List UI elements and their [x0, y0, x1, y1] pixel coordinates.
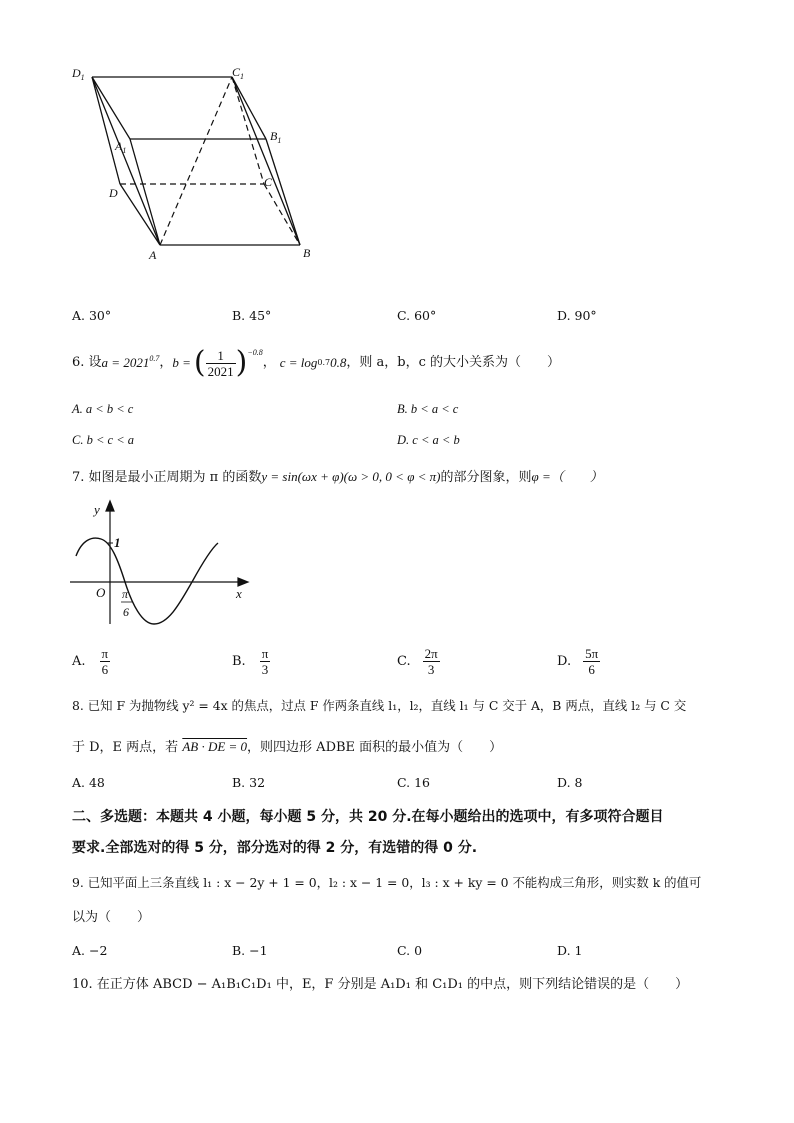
q7-option-a-fraction: $\frac{\pi}{6}$ [101, 646, 109, 677]
q5-option-d: D. 90° [557, 308, 597, 323]
hidden-edge-ac1 [160, 77, 232, 245]
edge-a1a [130, 139, 160, 245]
q6-option-a: A. a < b < c [72, 402, 134, 416]
sine-curve [76, 538, 218, 624]
q5-option-b: B. 45° [232, 308, 272, 323]
question-8-line-2 [72, 738, 502, 757]
origin-label: O [96, 585, 106, 600]
question-7 [72, 468, 603, 487]
q9-option-a: A. −2 [72, 943, 108, 958]
label-d1: $D_1$ [72, 66, 85, 82]
q8-line2-post: ，则四边形 ADBE 面积的最小值为（ ） [247, 740, 503, 755]
pi-label: π [122, 587, 129, 601]
q7-function: y = sin(ωx + φ)(ω > 0, 0 < φ < π) [261, 469, 441, 484]
q7-option-c-letter: C. [397, 653, 411, 669]
section-2-heading-line-2: 要求.全部选对的得 5 分，部分选对的得 2 分，有选错的得 0 分. [72, 840, 478, 856]
edge-a1d1 [92, 77, 130, 139]
q7-option-d-fraction: $\frac{5\pi}{6}$ [585, 646, 599, 677]
question-9-line-2: 以为（ ） [72, 910, 151, 925]
edge-d1d [92, 77, 120, 184]
x-label: x [236, 586, 242, 601]
q7-suffix: 的部分图象，则 [440, 470, 532, 485]
q9-option-b: B. −1 [232, 943, 268, 958]
q6-b-fraction: $\frac{1}{2021}$ [207, 347, 234, 379]
q7-prefix: 7. 如图是最小正周期为 π 的函数 [72, 470, 262, 485]
q7-option-b [232, 646, 270, 677]
q6-a-expr: a = 2021 [101, 355, 150, 370]
q6-prefix: 6. 设 [72, 355, 102, 370]
one-label: 1 [114, 535, 121, 550]
question-10: 10. 在正方体 ABCD − A₁B₁C₁D₁ 中，E，F 分别是 A₁D₁ 和 C₁D₁ 的中点，则下列结论错误的是（ ） [72, 977, 689, 992]
q7-option-a-letter: A. [72, 653, 86, 669]
six-label: 6 [123, 605, 129, 619]
q6-suffix: ，则 a，b，c 的大小关系为（ ） [346, 355, 560, 370]
q6-c-expr: c = log [279, 355, 318, 370]
label-b: B [303, 246, 311, 260]
q5-option-c: C. 60° [397, 308, 437, 323]
edge-d1a [92, 77, 160, 245]
q8-option-a: A. 48 [72, 775, 105, 790]
y-axis-arrow [106, 501, 114, 511]
label-a: A [149, 248, 157, 262]
hidden-edge-c1c [232, 77, 264, 184]
q6-c-arg: 0.8 [330, 355, 347, 370]
question-6 [72, 342, 560, 384]
q7-option-b-letter: B. [232, 653, 246, 669]
q8-option-b: B. 32 [232, 775, 266, 790]
q6-option-b: B. b < a < c [397, 402, 459, 416]
edge-c1b [232, 77, 300, 245]
q7-option-a [72, 646, 110, 677]
label-b1: $B_1$ [270, 129, 282, 145]
x-axis-arrow [238, 578, 248, 586]
q7-option-c-fraction: $\frac{2\pi}{3}$ [424, 646, 438, 677]
q5-option-a: A. 30° [72, 308, 112, 323]
q7-option-c [397, 646, 440, 677]
q7-tail: φ =（ ） [531, 469, 603, 484]
q6-left-paren: ( [193, 345, 206, 380]
q6-b-expr: b = [172, 355, 191, 370]
q6-b-exp: −0.8 [247, 348, 263, 357]
label-a1: $A_1$ [115, 139, 127, 155]
q8-option-c: C. 16 [397, 775, 430, 790]
prism-figure [60, 60, 330, 270]
section-2-heading-line-1: 二、多选题：本题共 4 小题，每小题 5 分，共 20 分.在每小题给出的选项中，有多项符合题目 [72, 809, 664, 825]
q6-right-paren: ) [235, 345, 248, 380]
edge-c1b1 [232, 77, 266, 139]
q9-option-c: C. 0 [397, 943, 423, 958]
q7-option-d-letter: D. [557, 653, 572, 669]
question-9-line-1: 9. 已知平面上三条直线 l₁ : x − 2y + 1 = 0，l₂ : x − 1 = 0，l₃ : x + ky = 0 不能构成三角形，则实数 k 的值可 [72, 875, 702, 890]
q7-option-d [557, 646, 600, 677]
q8-line2-pre: 于 D，E 两点，若 [72, 740, 183, 755]
q8-vector-expr: AB · DE = 0 [182, 739, 248, 754]
sine-graph [66, 498, 256, 630]
y-label: y [94, 502, 100, 517]
hidden-edge-cb [264, 184, 300, 245]
q8-option-d: D. 8 [557, 775, 583, 790]
q6-sep1: ， [159, 355, 173, 370]
q6-option-c: C. b < c < a [72, 433, 135, 447]
q6-option-d: D. c < a < b [397, 433, 460, 447]
label-c1: $C_1$ [232, 65, 245, 81]
label-d: D [109, 186, 118, 200]
label-c: C [264, 175, 273, 189]
q6-c-base: 0.7 [317, 358, 331, 367]
q6-a-exp: 0.7 [149, 354, 160, 363]
edge-b1b [266, 139, 300, 245]
q6-sep2: ， [262, 355, 276, 370]
q7-option-b-fraction: $\frac{\pi}{3}$ [261, 646, 269, 677]
question-8-line-1: 8. 已知 F 为抛物线 y² = 4x 的焦点，过点 F 作两条直线 l₁，l₂，直线 l₁ 与 C 交于 A，B 两点，直线 l₂ 与 C 交 [72, 698, 687, 713]
q9-option-d: D. 1 [557, 943, 583, 958]
edge-da [120, 184, 160, 245]
